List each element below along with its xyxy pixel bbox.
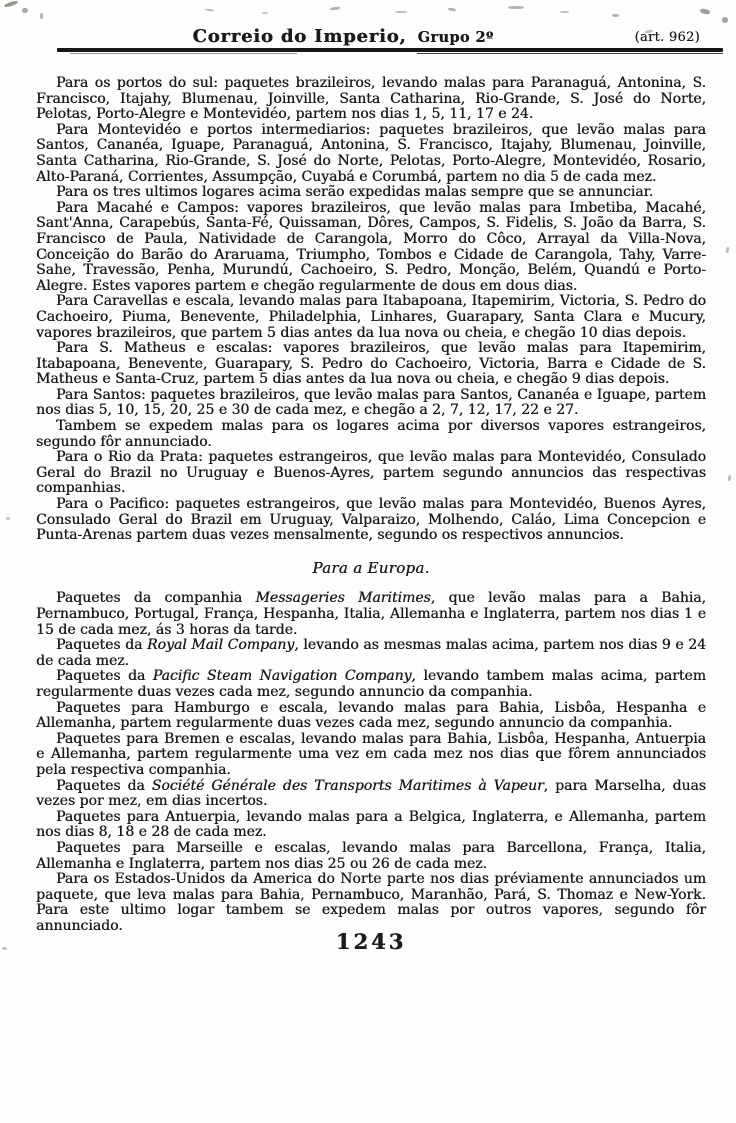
paragraph [36,123,706,185]
running-title [0,26,711,47]
paragraph-text: Para o Pacifico: paquetes estrangeiros, que levão malas para Montevidéo, Buenos Ayres, Consulado Geral do Brazil em Uruguay, Valparaizo, Molhendo, Caláo, Lima Concepcion e Punta-Arenas partem duas vezes mensalmente, segundo os respectivos annuncios. [36,496,706,544]
paragraph-text: Para os portos do sul: paquetes brazileiros, levando malas para Paranaguá, Antonina, S. Francisco, Itajahy, Blumenau, Joinville, Santa Catharina, Rio-Grande, S. José do Norte, Pelotas, Porto-Alegre e Montevidéo, partem nos dias 1, 5, 11, 17 e 24. [36,75,706,123]
paragraph [36,591,706,638]
paragraph [36,701,706,732]
paragraph-text: Para o Rio da Prata: paquetes estrangeiros, que levão malas para Montevidéo, Consulado Geral do Brazil no Uruguay e Buenos-Ayres, partem segundo annuncios das respectivas companhias. [36,449,706,497]
page-number: 1243 [335,929,407,955]
paragraph [36,450,706,497]
paragraph [36,497,706,544]
paragraph-text: Paquetes da [56,668,153,685]
company-name-italic: Royal Mail Company [147,637,295,654]
paragraph-text: Para Montevidéo e portos intermediarios: paquetes brazileiros, que levão malas para Santos, Cananéa, Iguape, Paranaguá, Antonina, S. Francisco, Itajahy, Blumenau, Joinville, Santa Catharina, Rio-Grande, S. José do Norte, Pelotas, Porto-Alegre, Montevidéo, Rosario, Alto-Paraná, Corrientes, Assumpção, Cuyabá e Corumbá, partem no dia 5 de cada mez. [36,121,706,185]
paragraph-text: Paquetes para Hamburgo e escala, levando malas para Bahia, Lisbôa, Hespanha e Allemanha, partem regularmente duas vezes cada mez, segundo annuncio da companhia. [36,699,706,732]
europa-paragraphs [36,591,706,934]
paragraph-text: Para Santos: paquetes brazileiros, que levão malas para Santos, Cananéa e Iguape, partem nos dias 5, 10, 15, 20, 25 e 30 de cada mez, e chegão a 2, 7, 12, 17, 22 e 27. [36,386,706,419]
journal-group: Grupo 2º [417,29,494,46]
paragraph-text: Paquetes da [56,777,152,794]
paragraph-text: Paquetes para Bremen e escalas, levando malas para Bahia, Lisbôa, Hespanha, Antuerpia e Allemanha, partem regularmente uma vez em cada mez nos dias que fôrem annunciados pela respectiva companhia. [36,730,706,778]
paragraph [36,341,706,388]
paragraph [36,638,706,669]
article-reference: (art. 962) [634,30,700,45]
paragraph [36,872,706,934]
paragraph [36,294,706,341]
paragraph-text: Para Macahé e Campos: vapores brazileiros, que levão malas para Imbetiba, Macahé, Sant'Anna, Carapebús, Santa-Fé, Quissaman, Dôres, Campos, S. Fidelis, S. João da Barra, S. Francisco de Paula, Natividade de Carangola, Morro do Côco, Arrayal da Villa-Nova, Conceição do Barão do Araruama, Triumpho, Tombos e Cidade de Carangola, Tahy, Varre-Sahe, Travessão, Penha, Murundú, Cachoeiro, S. Pedro, Monção, Belém, Quandú e Porto-Alegre. Estes vapores partem e chegão regularmente de dous em dous dias. [36,199,706,294]
paragraph-text: Paquetes para Marseille e escalas, levando malas para Barcellona, França, Italia, Allemanha e Inglaterra, partem nos dias 25 ou 26 de cada mez. [36,839,706,872]
company-name-italic: Société Générale des Transports Maritimes à Vapeur [151,777,544,794]
paragraph [36,388,706,419]
paragraph [36,779,706,810]
section-heading-europa: Para a Europa. [312,558,430,577]
paragraph [36,669,706,700]
company-name-italic: Messageries Maritimes [255,590,431,607]
paragraph [36,201,706,295]
document-body [36,75,707,955]
paragraph-text: Tambem se expedem malas para os logares acima por diversos vapores estrangeiros, segundo fôr annunciado. [36,418,706,450]
body-paragraphs [36,76,706,544]
page-header [0,26,736,56]
paragraph [36,810,706,841]
paragraph-text: , levando as mesmas malas acima, partem nos dias 9 e 24 de cada mez. [36,637,706,669]
paragraph [36,419,706,450]
paragraph [36,732,706,779]
paragraph-text: Paquetes da companhia [56,590,256,607]
paragraph-text: Para os tres ultimos logares acima serão expedidas malas sempre que se annunciar. [56,184,654,201]
paragraph [36,841,706,872]
paragraph-text: Para os Estados-Unidos da America do Norte parte nos dias préviamente annunciados um paquete, que leva malas para Bahia, Pernambuco, Maranhão, Pará, S. Thomaz e New-York. Para este ultimo logar tambem se expedem malas por outros vapores, segundo fôr annunciado. [36,871,706,934]
paragraph-text: Paquetes para Antuerpia, levando malas para a Belgica, Inglaterra, e Allemanha, partem nos dias 8, 18 e 28 de cada mez. [36,808,706,841]
paragraph-text: , para Marselha, duas vezes por mez, em dias incertos. [36,777,706,810]
paragraph-text: Para S. Matheus e escalas: vapores brazileiros, que levão malas para Itapemirim, Itabapoana, Benevente, Guarapary, S. Pedro do Cachoeiro, Victoria, Barra e Cidade de S. Matheus e Santa-Cruz, partem 5 dias antes da lua nova ou cheia, e chegão 9 dias depois. [36,340,706,388]
paragraph-text: Para Caravellas e escala, levando malas para Itabapoana, Itapemirim, Victoria, S. Pedro do Cachoeiro, Piuma, Benevente, Philadelphia, Linhares, Guarapary, Santa Clara e Mucury, vapores brazileiros, que partem 5 dias antes da lua nova ou cheia, e chegão 10 dias depois. [36,293,706,341]
paragraph-text: Paquetes da [56,637,148,654]
header-rule [57,48,723,52]
company-name-italic: Pacific Steam Navigation Company [152,668,412,685]
paragraph-text: , levando tambem malas acima, partem regularmente duas vezes cada mez, segundo annuncio da companhia. [36,668,706,700]
paragraph [36,185,706,201]
journal-title: Correio do Imperio, [192,26,407,47]
paragraph [36,76,706,123]
paragraph-text: , que levão malas para a Bahia, Pernambuco, Portugal, França, Hespanha, Italia, Allemanha e Inglaterra, partem nos dias 1 e 15 de cada mez, ás 3 horas da tarde. [36,590,707,638]
